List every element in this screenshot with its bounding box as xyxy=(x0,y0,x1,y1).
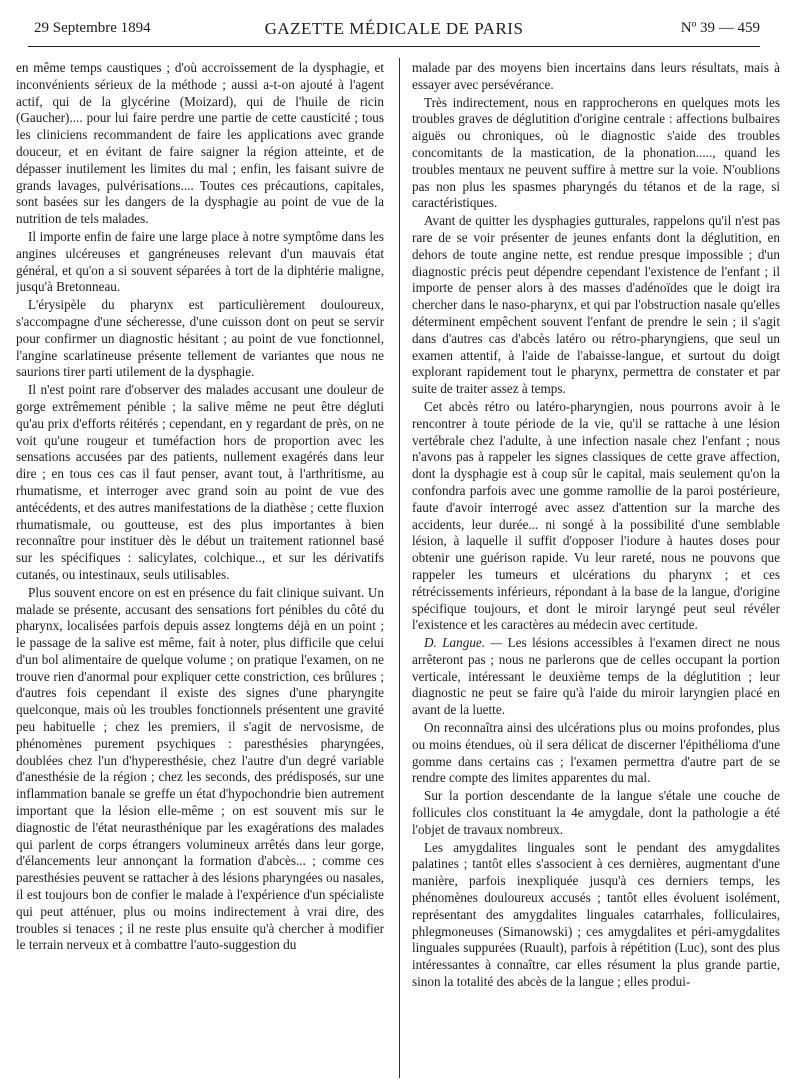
column-divider xyxy=(399,58,400,1078)
section-text: Les lésions accessibles à l'examen direct ne nous arrêteront pas ; nous ne parlerons que de celles occupant la portion verticale, intéressant le deuxième temps de la déglutition ; leur diagnostic ne peut se faire qu'à l'aide du miroir laryngien placé en avant de la luette. xyxy=(412,635,780,718)
right-column xyxy=(412,60,780,1080)
paragraph: malade par des moyens bien incertains dans leurs résultats, mais à essayer avec persévérance. xyxy=(412,60,780,92)
paragraph: Avant de quitter les dysphagies gutturales, rappelons qu'il n'est pas rare de se voir présenter de jeunes enfants dont la déglutition, en dehors de toute angine nette, est rendue presque impossible ; d'un diagnostic précis peut dépendre cependant l'existence de l'enfant ; il importe de penser alors à des masses d'adénoïdes que le doigt ira chercher dans le naso-pharynx, et qui par l'obstruction nasale qu'elles déterminent empêchent souvent l'enfant de prendre le sein ; il s'agit dans d'autres cas d'abcès latéro ou rétro-pharyngiens, que seul un examen attentif, à l'aide de l'abaisse-langue, et surtout du doigt explorant rapidement tout le pharynx, permettra de constater et par suite de traiter assez à temps. xyxy=(412,213,780,397)
left-column xyxy=(16,60,384,1080)
paragraph: Très indirectement, nous en rapprocherons en quelques mots les troubles graves de déglutition d'origine centrale : affections bulbaires aiguës ou chroniques, où le diagnostic s'aide des troubles concomitants de la mastication, de la phonation....., quand les troubles mentaux ne peuvent suffire à mettre sur la voie. N'oublions pas non plus les spasmes pharyngés du tétanos et de la rage, si caractéristiques. xyxy=(412,94,780,211)
paragraph: Il importe enfin de faire une large place à notre symptôme dans les angines ulcéreuses et gangréneuses relevant d'un mauvais état général, et qu'on a si souvent séparées à tort de la diphtérie maligne, jusqu'à Bretonneau. xyxy=(16,228,384,295)
section-langue-paragraph xyxy=(412,635,780,719)
issue-page-number: Nº 39 — 459 xyxy=(680,20,760,36)
paragraph: Plus souvent encore on est en présence du fait clinique suivant. Un malade se présente, accusant des sensations fort pénibles du côté du pharynx, localisées parfois depuis assez longtems déjà en un point ; le passage de la salive est même, fait à noter, plus difficile que celui d'un bol alimentaire de quelque volume ; on pratique l'examen, on ne trouve rien d'anormal pour expliquer cette constriction, ces brûlures ; d'autres fois cependant il existe des signes d'une pharyngite quelconque, mais où les troubles fonctionnels présentent une gravité peu habituelle ; chez les premiers, il s'agit de nervosisme, de phénomènes purement psychiques : paresthésies pharyngées, doublées chez l'un d'hyperesthésie, chez l'autre d'un degré variable d'anesthésie de la région ; chez les seconds, des prédisposés, sur une inflammation banale se greffe un état d'hypochondrie bien autrement important que la lésion elle-même ; on est souvent mis sur le diagnostic de l'état neurasthénique par les exagérations des malades qui parlent de corps étrangers volumineux arrêtés dans leur gorge, d'élancements leur annonçant la formation d'abcès... ; comme ces paresthésies peuvent se rattacher à des lésions pharyngées ou nasales, il est toujours bon de confier le malade à l'expérience d'un spécialiste qui peut atténuer, plus ou moins indirectement à vrai dire, des troubles si tenaces ; il ne reste plus ensuite qu'à chercher à modifier le terrain nerveux et à combattre l'auto-suggestion du xyxy=(16,584,384,953)
paragraph: Cet abcès rétro ou latéro-pharyngien, nous pourrons avoir à le rencontrer à toute période de la vie, qu'il se rattache à une lésion vertébrale chez l'adulte, à une infection nasale chez l'enfant ; nous n'avons pas à rappeler les signes classiques de cette grave affection, dont la dysphagie est à coup sûr le capital, mais seulement qu'on la confondra parfois avec une gomme ramollie de la paroi postérieure, faute d'avoir interrogé avec assez d'attention sur la marche des accidents, leur durée... ni songé à la possibilité d'une semblable lésion, à laquelle il suffit d'opposer l'iodure à hautes doses pour obtenir une guérison rapide. Vu leur rareté, nous ne pouvons que rappeler les tumeurs et ulcérations du pharynx ; et ces rétrécissements inférieurs, répondant à la base de la langue, d'origine spécifique toujours, et dont le miroir laryngé peut seul révéler l'existence et les caractères au médecin avec certitude. xyxy=(412,398,780,633)
paragraph: L'érysipèle du pharynx est particulièrement douloureux, s'accompagne d'une sécheresse, d'une cuisson dont on peut se servir pour confirmer un diagnostic hésitant ; au point de vue fonctionnel, l'angine scarlatineuse présente tellement de variantes que nous ne saurions tirer parti utilement de la dysphagie. xyxy=(16,297,384,380)
journal-title: GAZETTE MÉDICALE DE PARIS xyxy=(264,19,524,38)
page-header xyxy=(28,16,760,47)
paragraph: Sur la portion descendante de la langue s'étale une couche de follicules clos constituant la 4e amygdale, dont la pathologie a été l'objet de travaux nombreux. xyxy=(412,788,780,837)
paragraph: en même temps caustiques ; d'où accroissement de la dysphagie, et inconvénients sérieux de la méthode ; aussi a-t-on ajouté à l'agent actif, qui de la glycérine (Moizard), qui de l'huile de ricin (Gaucher).... pour lui faire perdre une partie de cette causticité ; tous les cliniciens recommandent de faire les applications avec grande douceur, et en évitant de faire saigner la région atteinte, et de dépasser inutilement les limites du mal ; enfin, les faisant suivre de grands lavages, pulvérisations.... Toutes ces précautions, capitales, sont basées sur les dangers de la dysphagie au point de vue de la nutrition de tels malades. xyxy=(16,60,384,227)
issue-date: 29 Septembre 1894 xyxy=(34,20,151,36)
paragraph: On reconnaîtra ainsi des ulcérations plus ou moins profondes, plus ou moins étendues, où il sera délicat de discerner l'épithélioma d'une gomme dans certains cas ; l'examen permettra d'autre part de se rendre compte des limites apparentes du mal. xyxy=(412,720,780,786)
paragraph: Il n'est point rare d'observer des malades accusant une douleur de gorge extrêmement pénible ; la salive même ne peut être dégluti qu'au prix d'efforts réitérés ; cependant, en y regardant de près, on ne voit qu'une rougeur et tuméfaction hors de proportion avec les sensations accusées par des patients, nullement exagérés dans leur dire ; en tous ces cas il faut penser, avant tout, à l'arthritisme, au rhumatisme, et interroger avec grand soin au point de vue des antécédents, et des autres manifestations de la diathèse ; cette fluxion rhumatismale, ou goutteuse, est des plus importantes à bien reconnaître pour instituer dès le début un traitement rationnel basé sur les spécifiques : salicylates, colchique.., et sur les dérivatifs cutanés, ou intestinaux, seuls utilisables. xyxy=(16,382,384,582)
section-heading: D. Langue. — xyxy=(424,635,503,651)
paragraph: Les amygdalites linguales sont le pendant des amygdalites palatines ; tantôt elles s'associent à ces dernières, augmentant d'une manière, parfois inexpliquée jusqu'à ces derniers temps, les phénomènes douloureux accusés ; tantôt elles évoluent isolément, représentant des amygdalites linguales catarrhales, folliculaires, phlegmoneuses (Simanowski) ; ces amygdalites et péri-amygdalites linguales suppurées (Ruault), parfois à répétition (Luc), sont des plus intéressantes à connaître, car elles résument la plus grande partie, sinon la totalité des abcès de la langue ; elles produi- xyxy=(412,839,780,990)
